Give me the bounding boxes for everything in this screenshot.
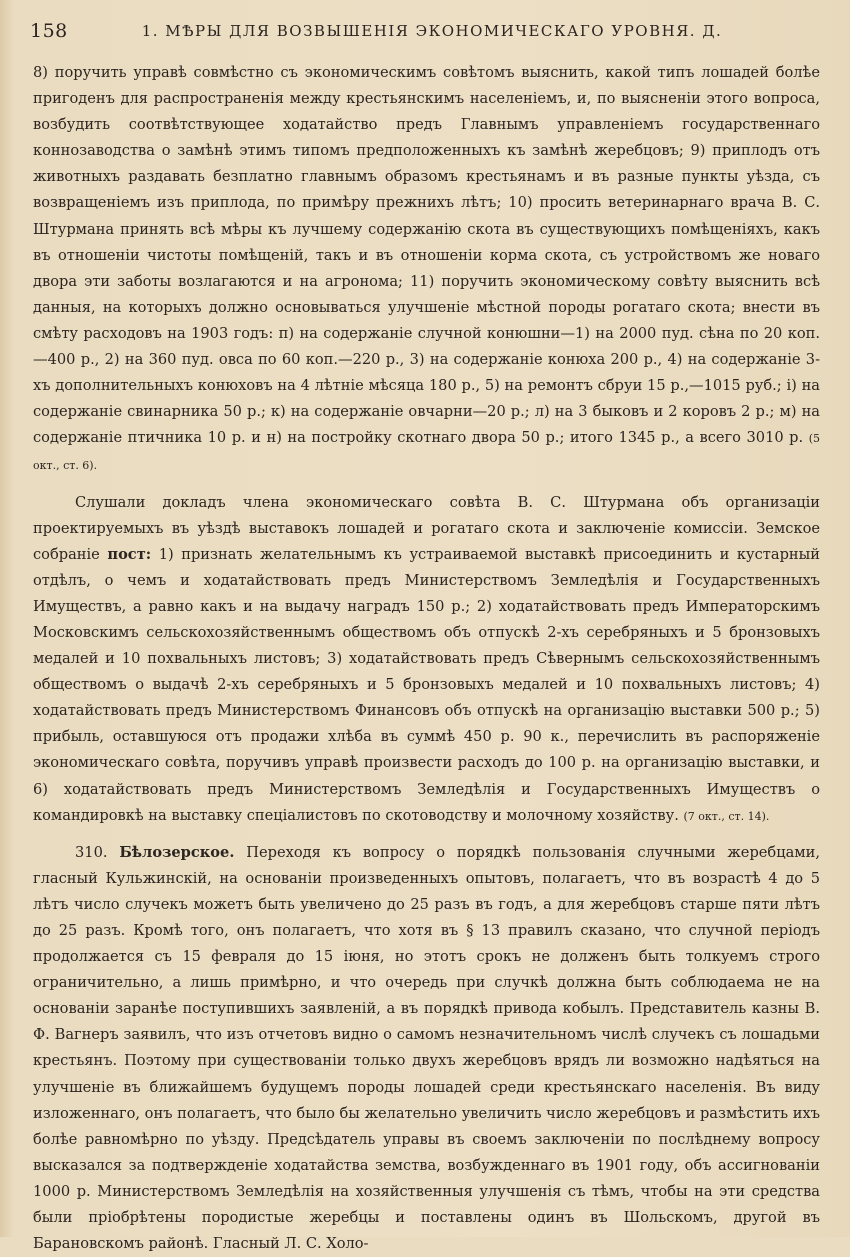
running-head: 1. МѢРЫ ДЛЯ ВОЗВЫШЕНІЯ ЭКОНОМИЧЕСКАГО УРОВНЯ. Д. bbox=[141, 22, 723, 40]
paragraph-1 bbox=[33, 60, 820, 480]
paragraph-3-number: 310. bbox=[75, 843, 108, 861]
paragraph-1-reference: (5 окт., ст. 6). bbox=[33, 432, 820, 473]
paragraph-2-text-continued: 1) признать желательнымъ къ устраиваемой выставкѣ присоединить и кустарный отдѣлъ, о чемъ и ходатайствовать предъ Министерствомъ Земледѣлія и Государственныхъ Имуществъ, а равно какъ и на выдачу наградъ 150 р.; 2) ходатайствовать предъ Императорскимъ Московскимъ сельскохозяйственнымъ обществомъ объ отпускѣ 2-хъ серебряныхъ и 5 бронзовыхъ медалей и 10 похвальныхъ листовъ; 3) ходатайствовать предъ Сѣвернымъ сельскохозяйственнымъ обществомъ о выдачѣ 2-хъ серебряныхъ и 5 бронзовыхъ медалей и 10 похвальныхъ листовъ; 4) ходатайствовать предъ Министерствомъ Финансовъ объ отпускѣ на организацію выставки 500 р.; 5) прибыль, оставшуюся отъ продажи хлѣба въ суммѣ 450 р. 90 к., перечислить въ распоряженіе экономическаго совѣта, поручивъ управѣ произвести расходъ до 100 р. на организацію выставки, и 6) ходатайствовать предъ Министерствомъ Земледѣлія и Государственныхъ Имуществъ о командировкѣ на выставку спеціалистовъ по скотоводству и молочному хозяйству. bbox=[33, 545, 820, 824]
paragraph-2-resolution-mark: пост: bbox=[107, 545, 152, 563]
paragraph-3-locality: Бѣлозерское. bbox=[119, 843, 235, 861]
page-header bbox=[30, 14, 814, 48]
paragraph-1-text: 8) поручить управѣ совмѣстно съ экономическимъ совѣтомъ выяснить, какой типъ лошадей болѣе пригоденъ для распространенія между крестьянскимъ населеніемъ, и, по выясненіи этого вопроса, возбудить соотвѣтствующее ходатайство предъ Главнымъ управленіемъ государственнаго коннозаводства о замѣнѣ этимъ типомъ предположенныхъ къ замѣнѣ жеребцовъ; 9) приплодъ отъ животныхъ раздавать безплатно главнымъ образомъ крестьянамъ и въ разные пункты уѣзда, съ возвращеніемъ изъ приплода, по примѣру прежнихъ лѣтъ; 10) просить ветеринарнаго врача В. С. Штурмана принять всѣ мѣры къ лучшему содержанію скота въ существующихъ помѣщеніяхъ, какъ въ отношеніи чистоты помѣщеній, такъ и въ отношеніи корма скота, съ устройствомъ же новаго двора эти заботы возлагаются и на агронома; 11) поручить экономическому совѣту выяснить всѣ данныя, на которыхъ должно основываться улучшеніе мѣстной породы рогатаго скота; внести въ смѣту расходовъ на 1903 годъ: п) на содержаніе случной конюшни—1) на 2000 пуд. сѣна по 20 коп.—400 р., 2) на 360 пуд. овса по 60 коп.—220 р., 3) на содержаніе конюха 200 р., 4) на содержаніе 3-хъ дополнительныхъ конюховъ на 4 лѣтніе мѣсяца 180 р., 5) на ремонтъ сбруи 15 р.,—1015 руб.; і) на содержаніе свинарника 50 р.; к) на содержаніе овчарни—20 р.; л) на 3 быковъ и 2 коровъ 2 р.; м) на содержаніе птичника 10 р. и н) на постройку скотнаго двора 50 р.; итого 1345 р., а всего 3010 р. bbox=[33, 64, 820, 447]
paragraph-3-text: Переходя къ вопросу о порядкѣ пользованія случными жеребцами, гласный Кульжинскій, на основаніи произведенныхъ опытовъ, полагаетъ, что въ возрастѣ 4 до 5 лѣтъ число случекъ можетъ быть увеличено до 25 разъ въ годъ, а для жеребцовъ старше пяти лѣтъ до 25 разъ. Кромѣ того, онъ полагаетъ, что хотя въ § 13 правилъ сказано, что случной періодъ продолжается съ 15 февраля до 15 іюня, но этотъ срокъ не долженъ быть толкуемъ строго ограничительно, а лишь примѣрно, и что очередь при случкѣ должна быть соблюдаема не на основаніи заранѣе поступившихъ заявленій, а въ порядкѣ привода кобылъ. Представитель казны В. Ф. Вагнеръ заявилъ, что изъ отчетовъ видно о самомъ незначительномъ числѣ случекъ съ лошадьми крестьянъ. Поэтому при существованіи только двухъ жеребцовъ врядъ ли возможно надѣяться на улучшеніе въ ближайшемъ будущемъ породы лошадей среди крестьянскаго населенія. Въ виду изложеннаго, онъ полагаетъ, что было бы желательно увеличить число жеребцовъ и размѣстить ихъ болѣе равномѣрно по уѣзду. Предсѣдатель управы въ своемъ заключеніи по послѣднему вопросу высказался за подтвержденіе ходатайства земства, возбужденнаго въ 1901 году, объ ассигнованіи 1000 р. Министерствомъ Земледѣлія на хозяйственныя улучшенія съ тѣмъ, чтобы на эти средства были пріобрѣтены породистые жеребцы и поставлены одинъ въ Шольскомъ, другой въ Барановскомъ районѣ. Гласный Л. С. Холо- bbox=[33, 843, 821, 1253]
page-body bbox=[33, 60, 820, 1257]
page-number: 158 bbox=[30, 20, 68, 42]
paragraph-2-reference: (7 окт., ст. 14). bbox=[683, 809, 770, 823]
paragraph-3 bbox=[33, 840, 820, 1257]
paragraph-2 bbox=[33, 490, 820, 830]
paragraph-2-text: Слушали докладъ члена экономическаго совѣта В. С. Штурмана объ организаціи проектируемыхъ въ уѣздѣ выставокъ лошадей и рогатаго скота и заключеніе комиссіи. Земское собраніе bbox=[33, 493, 820, 563]
